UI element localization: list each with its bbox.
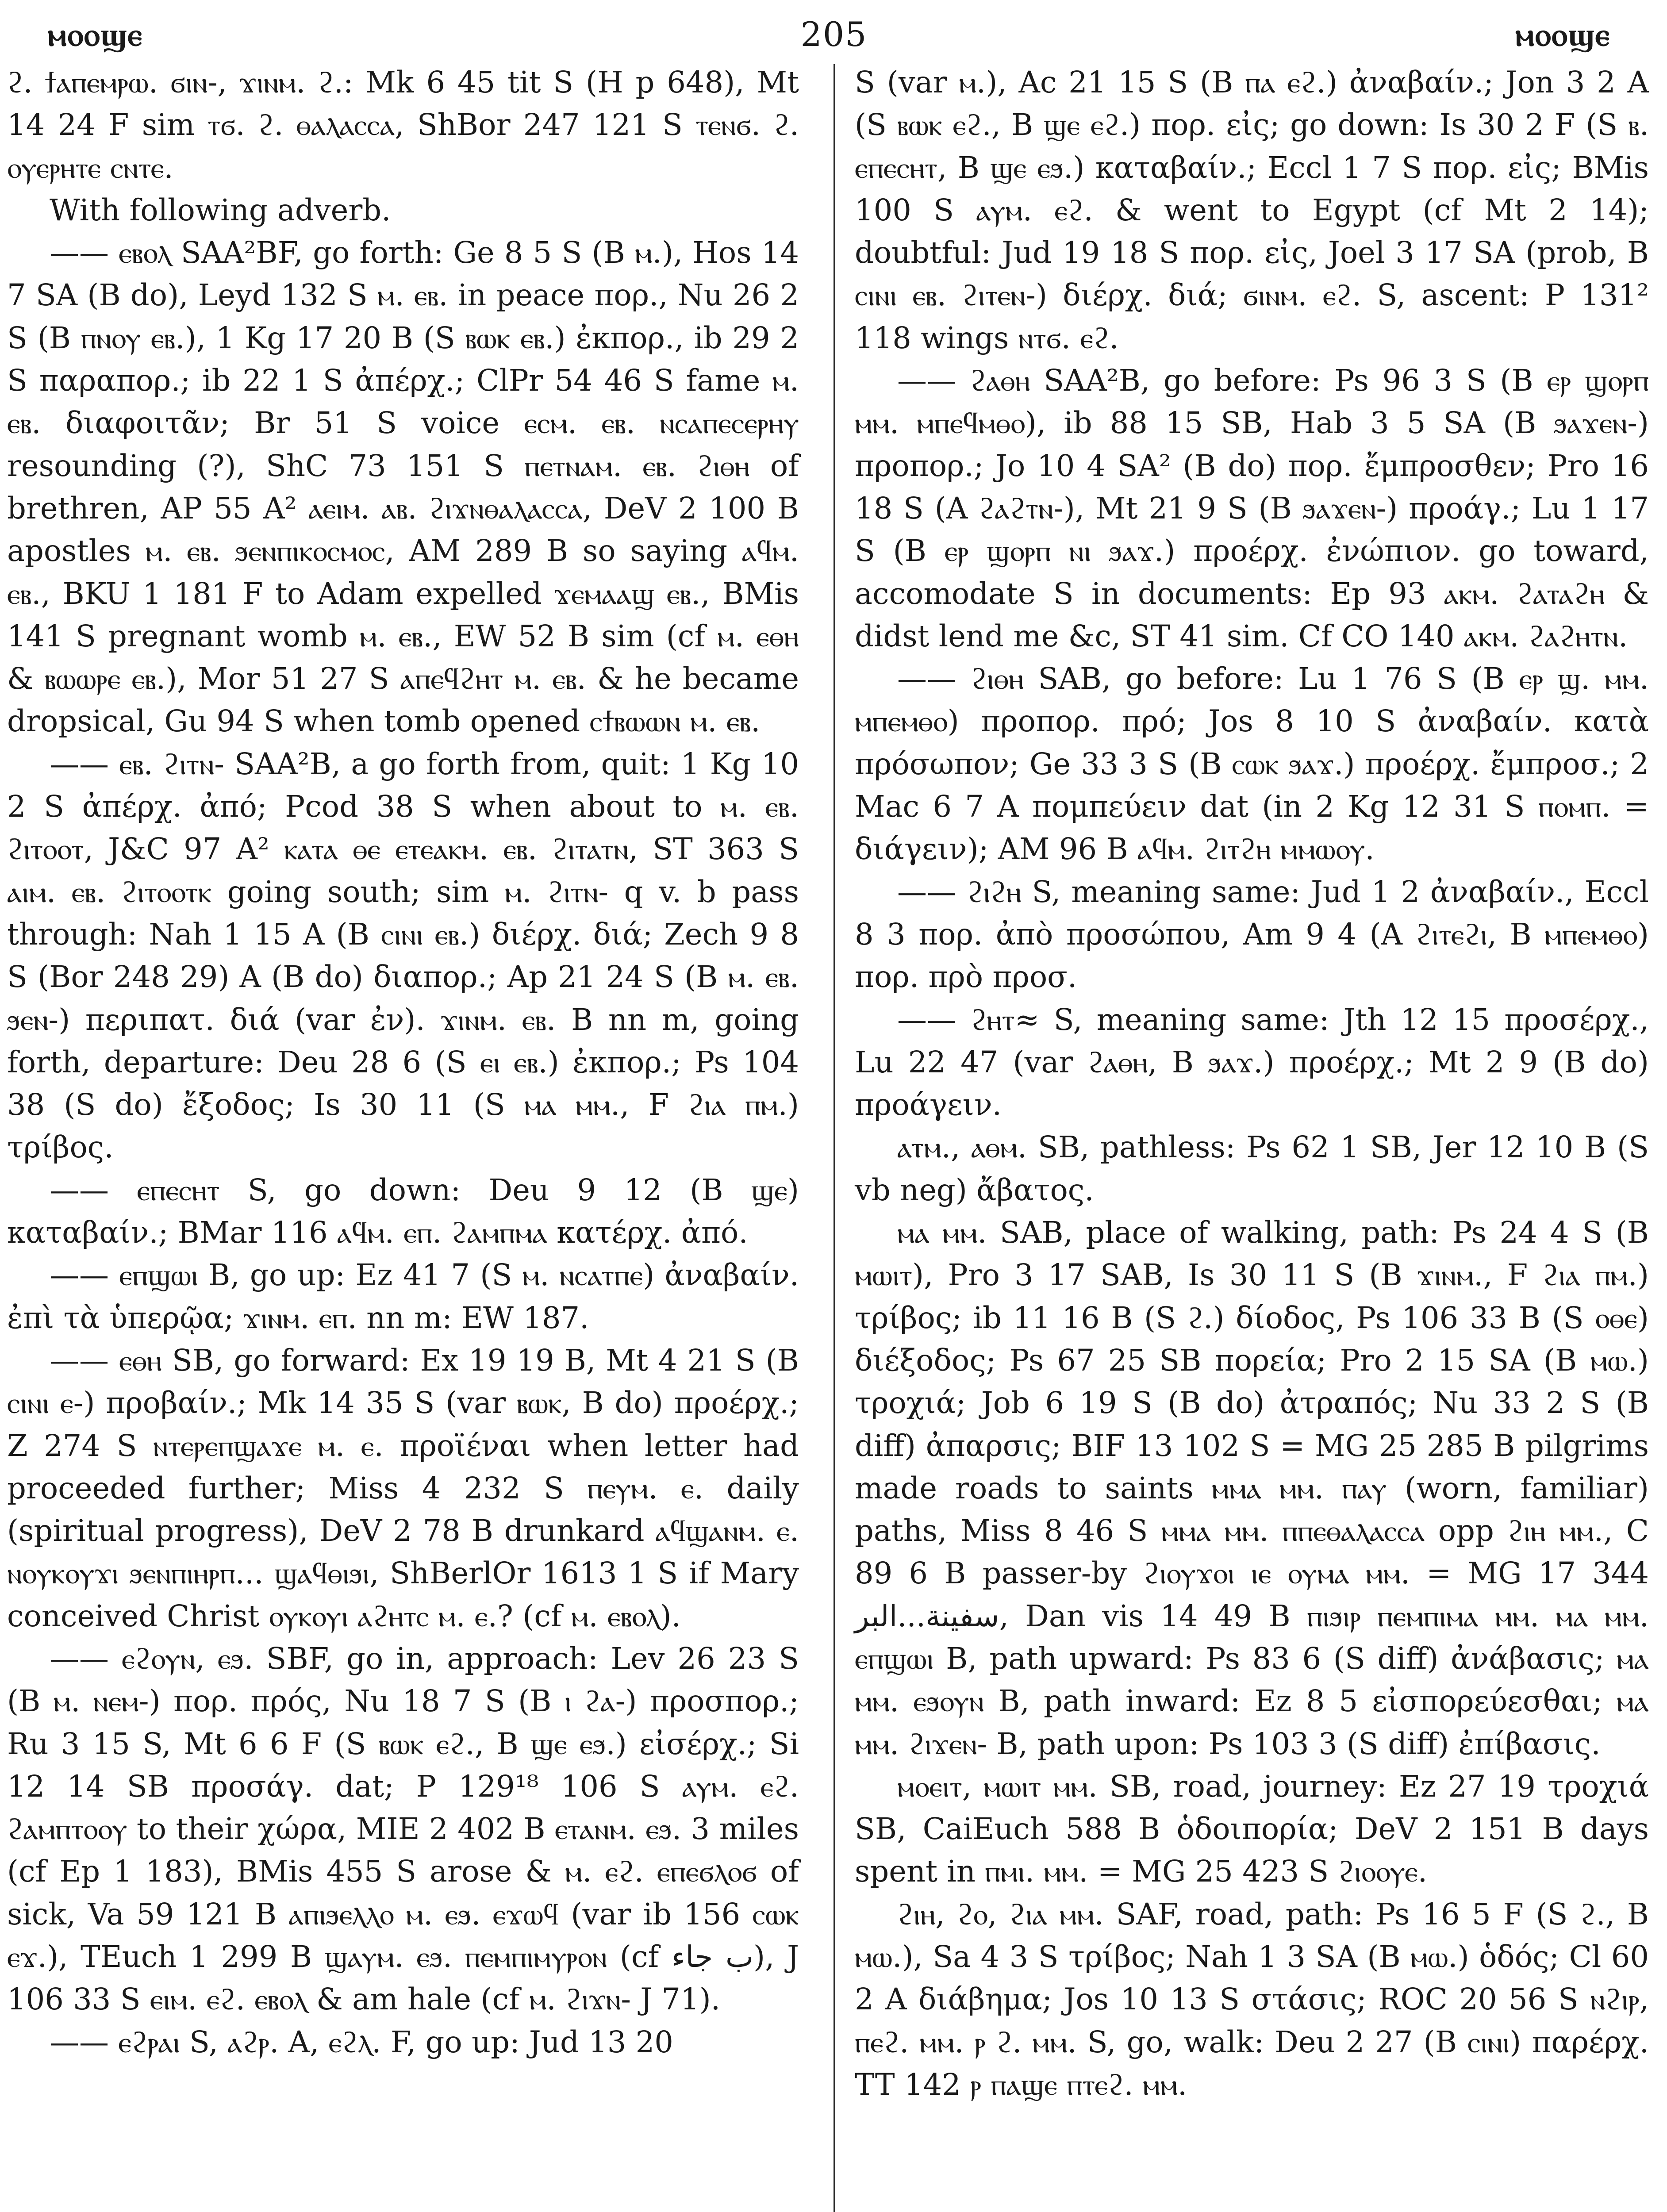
- entry-paragraph: —— ⲉϩⲣⲁⲓ S, ⲁϩⲣ. A, ⲉϩⲗ. F, go up: Jud 13 20: [50, 2024, 673, 2059]
- entry-paragraph: —— ϩⲓϩⲏ S, meaning same: Jud 1 2 ἀναβαίν., Eccl 8 3 πορ. ἀπὸ προσώπου, Am 9 4 (A ϩⲓⲧⲉϩⲓ, B ⲙⲡⲉⲙⲑⲟ) πορ. πρὸ προσ.: [855, 874, 1649, 995]
- entry-paragraph: —— ⲉⲃⲟⲗ SAA²BF, go forth: Ge 8 5 S (B ⲙ.), Hos 14 7 SA (B do), Leyd 132 S ⲙ. ⲉⲃ. in peace πορ., Nu 26 2 S (B ⲡⲛⲟⲩ ⲉⲃ.), 1 Kg 17 20 B (S ⲃⲱⲕ ⲉⲃ.) ἐκπορ., ib 29 2 S παραπορ.; ib 22 1 S ἀπέρχ.; ClPr 54 46 S fame ⲙ. ⲉⲃ. διαφοιτᾶν; Br 51 S voice ⲉⲥⲙ. ⲉⲃ. ⲛⲥⲁⲡⲉⲥⲉⲣⲏⲩ resounding (?), ShC 73 151 S ⲡⲉⲧⲛⲁⲙ. ⲉⲃ. ϩⲓⲑⲏ of brethren, AP 55 A² ⲁⲉⲓⲙ. ⲁⲃ. ϩⲓϫⲛⲑⲁⲗⲁⲥⲥⲁ, DeV 2 100 B apostles ⲙ. ⲉⲃ. ϧⲉⲛⲡⲓⲕⲟⲥⲙⲟⲥ, AM 289 B so saying ⲁϥⲙ. ⲉⲃ., BKU 1 181 F to Adam expelled ϫⲉⲙⲁⲁϣ ⲉⲃ., BMis 141 S pregnant womb ⲙ. ⲉⲃ., EW 52 B sim (cf ⲙ. ⲉⲑⲏ & ⲃⲱⲱⲣⲉ ⲉⲃ.), Mor 51 27 S ⲁⲡⲉϥϩⲏⲧ ⲙ. ⲉⲃ. & he became dropsical, Gu 94 S when tomb opened ⲥϯⲃⲱⲱⲛ ⲙ. ⲉⲃ.: [7, 235, 799, 739]
- column-divider: [834, 64, 835, 2212]
- entry-paragraph: —— ⲉϩⲟⲩⲛ, ⲉϧ. SBF, go in, approach: Lev 26 23 S (B ⲙ. ⲛⲉⲙ-) πορ. πρός, Nu 18 7 S (B ⲓ ϩⲁ-) προσπορ.; Ru 3 15 S, Mt 6 6 F (S ⲃⲱⲕ ⲉϩ., B ϣⲉ ⲉϧ.) εἰσέρχ.; Si 12 14 SB προσάγ. dat; P 129¹⁸ 106 S ⲁⲩⲙ. ⲉϩ. ϩⲁⲙⲡⲧⲟⲟⲩ to their χώρα, MIE 2 402 B ⲉⲧⲁⲛⲙ. ⲉϧ. 3 miles (cf Ep 1 183), BMis 455 S arose & ⲙ. ⲉϩ. ⲉⲡⲉϭⲗⲟϭ of sick, Va 59 121 B ⲁⲡⲓϧⲉⲗⲗⲟ ⲙ. ⲉϧ. ⲉϫⲱϥ (var ib 156 ⲥⲱⲕ ⲉϫ.), TEuch 1 299 B ϣⲁⲩⲙ. ⲉϧ. ⲡⲉⲙⲡⲓⲙⲩⲣⲟⲛ (cf ب جاء), J 106 33 S ⲉⲓⲙ. ⲉϩ. ⲉⲃⲟⲗ & am hale (cf ⲙ. ϩⲓϫⲛ- J 71).: [7, 1641, 799, 2017]
- entry-paragraph: —— ⲉⲑⲏ SB, go forward: Ex 19 19 B, Mt 4 21 S (B ⲥⲓⲛⲓ ⲉ-) προβαίν.; Mk 14 35 S (var ⲃⲱⲕ, B do) προέρχ.; Z 274 S ⲛⲧⲉⲣⲉⲡϣⲁϫⲉ ⲙ. ⲉ. προϊέναι when letter had proceeded further; Miss 4 232 S ⲡⲉⲩⲙ. ⲉ. daily (spiritual progress), DeV 2 78 B drunkard ⲁϥϣⲁⲛⲙ. ⲉ. ⲛⲟⲩⲕⲟⲩϫⲓ ϧⲉⲛⲡⲓⲏⲣⲡ... ϣⲁϥⲑⲓϧⲓ, ShBerlOr 1613 1 S if Mary conceived Christ ⲟⲩⲕⲟⲩⲓ ⲁϩⲏⲧⲥ ⲙ. ⲉ.? (cf ⲙ. ⲉⲃⲟⲗ).: [7, 1343, 799, 1633]
- running-head-right: ⲙⲟⲟϣⲉ: [1515, 15, 1610, 53]
- entry-paragraph: —— ϩⲏⲧ≈ S, meaning same: Jth 12 15 προσέρχ., Lu 22 47 (var ϩⲁⲑⲏ, B ϧⲁϫ.) προέρχ.; Mt 2 9 (B do) προάγειν.: [855, 1002, 1649, 1122]
- entry-paragraph: —— ⲉⲡⲉⲥⲏⲧ S, go down: Deu 9 12 (B ϣⲉ) καταβαίν.; BMar 116 ⲁϥⲙ. ⲉⲡ. ϩⲁⲙⲡⲙⲁ κατέρχ. ἀπό.: [7, 1172, 799, 1250]
- entry-paragraph: —— ϩⲁⲑⲏ SAA²B, go before: Ps 96 3 S (B ⲉⲣ ϣⲟⲣⲡ ⲙⲙ. ⲙⲡⲉϥⲙⲑⲟ), ib 88 15 SB, Hab 3 5 SA (B ϧⲁϫⲉⲛ-) προπορ.; Jo 10 4 SA² (B do) πορ. ἔμπροσθεν; Pro 16 18 S (A ϩⲁϩⲧⲛ-), Mt 21 9 S (B ϧⲁϫⲉⲛ-) προάγ.; Lu 1 17 S (B ⲉⲣ ϣⲟⲣⲡ ⲛⲓ ϧⲁϫ.) προέρχ. ἐνώπιον. go toward, accomodate S in documents: Ep 93 ⲁⲕⲙ. ϩⲁⲧⲁϩⲏ & didst lend me &c, ST 41 sim. Cf CO 140 ⲁⲕⲙ. ϩⲁϩⲏⲧⲛ.: [855, 363, 1649, 653]
- entry-paragraph: —— ϩⲓⲑⲏ SAB, go before: Lu 1 76 S (B ⲉⲣ ϣ. ⲙⲙ. ⲙⲡⲉⲙⲑⲟ) προπορ. πρό; Jos 8 10 S ἀναβαίν. κατὰ πρόσωπον; Ge 33 3 S (B ⲥⲱⲕ ϧⲁϫ.) προέρχ. ἔμπροσ.; 2 Mac 6 7 A πομπεύειν dat (in 2 Kg 12 31 S ⲡⲟⲙⲡ. = διάγειν); AM 96 B ⲁϥⲙ. ϩⲓⲧϩⲏ ⲙⲙⲱⲟⲩ.: [855, 661, 1649, 867]
- entry-paragraph: —— ⲉⲡϣⲱⲓ B, go up: Ez 41 7 (S ⲙ. ⲛⲥⲁⲧⲡⲉ) ἀναβαίν. ἐπὶ τὰ ὑπερῷα; ϫⲓⲛⲙ. ⲉⲡ. nn m: EW 187.: [7, 1258, 799, 1335]
- entry-paragraph: ϩ. ϯⲁⲡⲉⲙⲣⲱ. ϭⲓⲛ-, ϫⲓⲛⲙ. ϩ.: Mk 6 45 tit S (H p 648), Mt 14 24 F sim ⲧϭ. ϩ. ⲑⲁⲗⲁⲥⲥⲁ, ShBor 247 121 S ⲧⲉⲛϭ. ϩ. ⲟⲩⲉⲣⲏⲧⲉ ⲥⲛⲧⲉ.: [7, 65, 799, 185]
- entry-paragraph: —— ⲉⲃ. ϩⲓⲧⲛ- SAA²B, a go forth from, quit: 1 Kg 10 2 S ἀπέρχ. ἀπό; Pcod 38 S when about to ⲙ. ⲉⲃ. ϩⲓⲧⲟⲟⲧ, J&C 97 A² ⲕⲁⲧⲁ ⲑⲉ ⲉⲧⲉⲁⲕⲙ. ⲉⲃ. ϩⲓⲧⲁⲧⲛ, ST 363 S ⲁⲓⲙ. ⲉⲃ. ϩⲓⲧⲟⲟⲧⲕ going south; sim ⲙ. ϩⲓⲧⲛ- q v. b pass through: Nah 1 15 A (B ⲥⲓⲛⲓ ⲉⲃ.) διέρχ. διά; Zech 9 8 S (Bor 248 29) A (B do) διαπορ.; Ap 21 24 S (B ⲙ. ⲉⲃ. ϧⲉⲛ-) περιπατ. διά (var ἐν). ϫⲓⲛⲙ. ⲉⲃ. B nn m, going forth, departure: Deu 28 6 (S ⲉⲓ ⲉⲃ.) ἐκπορ.; Ps 104 38 (S do) ἔξοδος; Is 30 11 (S ⲙⲁ ⲙⲙ., F ϩⲓⲁ ⲡⲙ.) τρίβος.: [7, 746, 799, 1165]
- right-column: [855, 61, 1649, 2106]
- left-column: [7, 61, 799, 2063]
- page-number: 205: [800, 15, 868, 54]
- entry-paragraph: ⲁⲧⲙ., ⲁⲑⲙ. SB, pathless: Ps 62 1 SB, Jer 12 10 B (S vb neg) ἄβατος.: [855, 1130, 1649, 1207]
- entry-paragraph: ⲙⲟⲉⲓⲧ, ⲙⲱⲓⲧ ⲙⲙ. SB, road, journey: Ez 27 19 τροχιά SB, CaiEuch 588 B ὁδοιπορία; DeV 2 151 B days spent in ⲡⲙⲓ. ⲙⲙ. = MG 25 423 S ϩⲓⲟⲟⲩⲉ.: [855, 1769, 1649, 1889]
- page-header: [0, 12, 1667, 61]
- running-head-left: ⲙⲟⲟϣⲉ: [48, 15, 143, 53]
- entry-paragraph: S (var ⲙ.), Ac 21 15 S (B ⲡⲁ ⲉϩ.) ἀναβαίν.; Jon 3 2 A (S ⲃⲱⲕ ⲉϩ., B ϣⲉ ⲉϩ.) πορ. εἰς; go down: Is 30 2 F (S ⲃ. ⲉⲡⲉⲥⲏⲧ, B ϣⲉ ⲉϧ.) καταβαίν.; Eccl 1 7 S πορ. εἰς; BMis 100 S ⲁⲩⲙ. ⲉϩ. & went to Egypt (cf Mt 2 14); doubtful: Jud 19 18 S πορ. εἰς, Joel 3 17 SA (prob, B ⲥⲓⲛⲓ ⲉⲃ. ϩⲓⲧⲉⲛ-) διέρχ. διά; ϭⲓⲛⲙ. ⲉϩ. S, ascent: P 131² 118 wings ⲛⲧϭ. ⲉϩ.: [855, 65, 1649, 355]
- entry-paragraph: ⲙⲁ ⲙⲙ. SAB, place of walking, path: Ps 24 4 S (B ⲙⲱⲓⲧ), Pro 3 17 SAB, Is 30 11 S (B ϫⲓⲛⲙ., F ϩⲓⲁ ⲡⲙ.) τρίβος; ib 11 16 B (S ϩ.) δίοδος, Ps 106 33 B (S ⲟⲑⲉ) διέξοδος; Ps 67 25 SB πορεία; Pro 2 15 SA (B ⲙⲱ.) τροχιά; Job 6 19 S (B do) ἀτραπός; Nu 33 2 S (B diff) ἀπαρσις; BIF 13 102 S = MG 25 285 B pilgrims made roads to saints ⲙⲙⲁ ⲙⲙ. ⲡⲁⲩ (worn, familiar) paths, Miss 8 46 S ⲙⲙⲁ ⲙⲙ. ⲡⲡⲉⲑⲁⲗⲁⲥⲥⲁ opp ϩⲓⲏ ⲙⲙ., C 89 6 B passer-by ϩⲓⲟⲩϫⲟⲓ ⲓⲉ ⲟⲩⲙⲁ ⲙⲙ. = MG 17 344 سفينة...البر, Dan vis 14 49 B ⲡⲓϧⲓⲣ ⲡⲉⲙⲡⲓⲙⲁ ⲙⲙ. ⲙⲁ ⲙⲙ. ⲉⲡϣⲱⲓ B, path upward: Ps 83 6 (S diff) ἀνάβασις; ⲙⲁ ⲙⲙ. ⲉϧⲟⲩⲛ B, path inward: Ez 8 5 εἰσπορεύεσθαι; ⲙⲁ ⲙⲙ. ϩⲓϫⲉⲛ- B, path upon: Ps 103 3 (S diff) ἐπίβασις.: [855, 1215, 1649, 1761]
- entry-paragraph: ϩⲓⲏ, ϩⲟ, ϩⲓⲁ ⲙⲙ. SAF, road, path: Ps 16 5 F (S ϩ., B ⲙⲱ.), Sa 4 3 S τρίβος; Nah 1 3 SA (B ⲙⲱ.) ὁδός; Cl 60 2 A διάβημα; Jos 10 13 S στάσις; ROC 20 56 S ⲛϩⲓⲣ, ⲡⲉϩ. ⲙⲙ. ⲣ ϩ. ⲙⲙ. S, go, walk: Deu 2 27 (B ⲥⲓⲛⲓ) παρέρχ. TT 142 ⲣ ⲡⲁϣⲉ ⲡⲧⲉϩ. ⲙⲙ.: [855, 1897, 1649, 2102]
- entry-paragraph: With following adverb.: [50, 192, 391, 227]
